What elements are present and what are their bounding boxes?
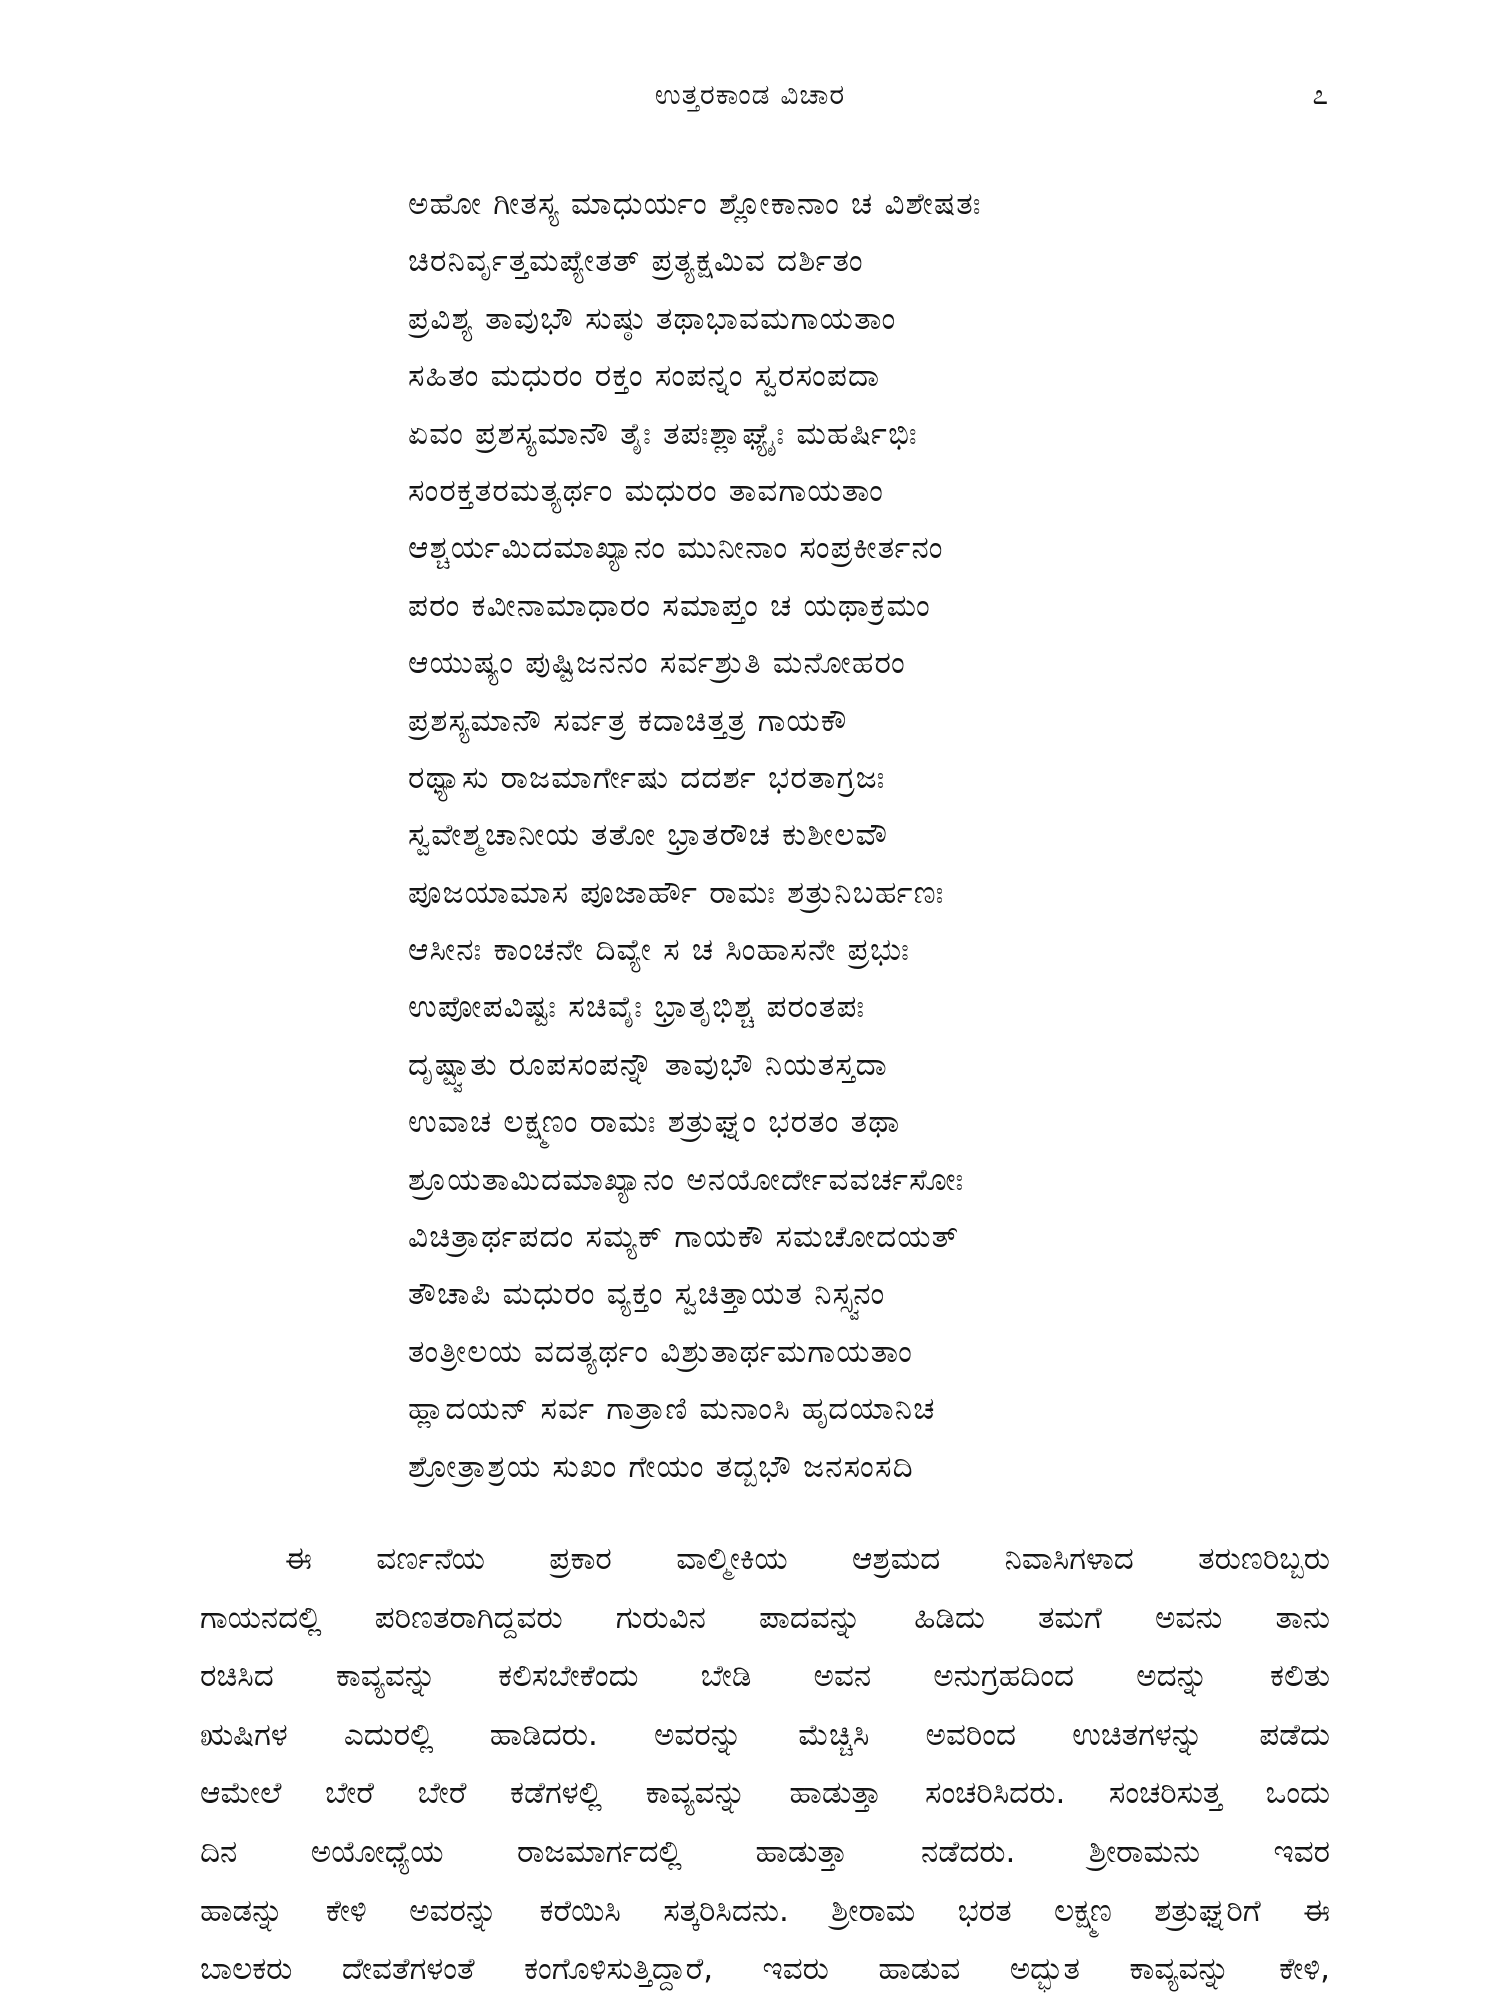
running-title: ಉತ್ತರಕಾಂಡ ವಿಚಾರ (654, 78, 846, 111)
verse-line: ಉವಾಚ ಲಕ್ಷ್ಮಣಂ ರಾಮಃ ಶತ್ರುಘ್ನಂ ಭರತಂ ತಥಾ (408, 1104, 901, 1141)
prose-line: ಹಾಡನ್ನು ಕೇಳಿ ಅವರನ್ನು ಕರೆಯಿಸಿ ಸತ್ಕರಿಸಿದನು. ಶ್ರೀರಾಮ ಭರತ ಲಕ್ಷ್ಮಣ ಶತ್ರುಘ್ನರಿಗೆ ಈ (200, 1892, 1330, 1929)
verse-line: ಆಯುಷ್ಯಂ ಪುಷ್ಟಿಜನನಂ ಸರ್ವಶ್ರುತಿ ಮನೋಹರಂ (408, 645, 906, 682)
verse-line: ಹ್ಲಾದಯನ್ ಸರ್ವ ಗಾತ್ರಾಣಿ ಮನಾಂಸಿ ಹೃದಯಾನಿಚ (408, 1391, 936, 1428)
verse-line: ಚಿರನಿರ್ವೃತ್ತಮಪ್ಯೇತತ್ ಪ್ರತ್ಯಕ್ಷಮಿವ ದರ್ಶಿತಂ (408, 243, 864, 280)
verse-line: ಪ್ರವಿಶ್ಯ ತಾವುಭೌ ಸುಷ್ಠು ತಥಾಭಾವಮಗಾಯತಾಂ (408, 300, 897, 337)
running-header (0, 78, 1500, 118)
verse-line: ರಥ್ಯಾಸು ರಾಜಮಾರ್ಗೇಷು ದದರ್ಶ ಭರತಾಗ್ರಜಃ (408, 759, 886, 796)
verse-line: ಏವಂ ಪ್ರಶಸ್ಯಮಾನೌ ತೈಃ ತಪಃಶ್ಲಾಘ್ಯೈಃ ಮಹರ್ಷಿಭಿಃ (408, 415, 918, 452)
verse-line: ಶ್ರೂಯತಾಮಿದಮಾಖ್ಯಾನಂ ಅನಯೋರ್ದೇವವರ್ಚಸೋಃ (408, 1161, 965, 1198)
verse-line: ಆಶ್ಚರ್ಯಮಿದಮಾಖ್ಯಾನಂ ಮುನೀನಾಂ ಸಂಪ್ರಕೀರ್ತನಂ (408, 530, 944, 567)
sanskrit-verses (408, 176, 1168, 1496)
verse-line: ತಂತ್ರೀಲಯ ವದತ್ಯರ್ಥಂ ವಿಶ್ರುತಾರ್ಥಮಗಾಯತಾಂ (408, 1333, 914, 1370)
verse-line: ವಿಚಿತ್ರಾರ್ಥಪದಂ ಸಮ್ಯಕ್ ಗಾಯಕೌ ಸಮಚೋದಯತ್ (408, 1219, 960, 1256)
prose-line: ರಚಿಸಿದ ಕಾವ್ಯವನ್ನು ಕಲಿಸಬೇಕೆಂದು ಬೇಡಿ ಅವನ ಅನುಗ್ರಹದಿಂದ ಅದನ್ನು ಕಲಿತು (200, 1658, 1330, 1695)
prose-line: ದಿನ ಅಯೋಧ್ಯೆಯ ರಾಜಮಾರ್ಗದಲ್ಲಿ ಹಾಡುತ್ತಾ ನಡೆದರು. ಶ್ರೀರಾಮನು ಇವರ (200, 1833, 1330, 1870)
prose-line: ಋಷಿಗಳ ಎದುರಲ್ಲಿ ಹಾಡಿದರು. ಅವರನ್ನು ಮೆಚ್ಚಿಸಿ ಅವರಿಂದ ಉಚಿತಗಳನ್ನು ಪಡೆದು (200, 1716, 1330, 1753)
verse-line: ದೃಷ್ಟ್ವಾತು ರೂಪಸಂಪನ್ನೌ ತಾವುಭೌ ನಿಯತಸ್ತದಾ (408, 1046, 888, 1083)
prose-line: ಈ ವರ್ಣನೆಯ ಪ್ರಕಾರ ವಾಲ್ಮೀಕಿಯ ಆಶ್ರಮದ ನಿವಾಸಿಗಳಾದ ತರುಣರಿಬ್ಬರು (285, 1541, 1330, 1577)
verse-line: ಶ್ರೋತ್ರಾಶ್ರಯ ಸುಖಂ ಗೇಯಂ ತದ್ಬಭೌ ಜನಸಂಸದಿ (408, 1448, 914, 1485)
verse-line: ಪ್ರಶಸ್ಯಮಾನೌ ಸರ್ವತ್ರ ಕದಾಚಿತ್ತತ್ರ ಗಾಯಕೌ (408, 702, 848, 739)
verse-line: ತೌಚಾಪಿ ಮಧುರಂ ವ್ಯಕ್ತಂ ಸ್ವಚಿತ್ತಾಯತ ನಿಸ್ಸ್ವನಂ (408, 1276, 886, 1313)
verse-line: ಸಂರಕ್ತತರಮತ್ಯರ್ಥಂ ಮಧುರಂ ತಾವಗಾಯತಾಂ (408, 472, 885, 509)
page-number: ೭ (1312, 78, 1328, 111)
verse-line: ಉಪೋಪವಿಷ್ಟಃ ಸಚಿವೈಃ ಭ್ರಾತೃಭಿಶ್ಚ ಪರಂತಪಃ (408, 989, 866, 1026)
verse-line: ಪರಂ ಕವೀನಾಮಾಧಾರಂ ಸಮಾಪ್ತಂ ಚ ಯಥಾಕ್ರಮಂ (408, 587, 931, 624)
verse-line: ಸಹಿತಂ ಮಧುರಂ ರಕ್ತಂ ಸಂಪನ್ನಂ ಸ್ವರಸಂಪದಾ (408, 358, 881, 395)
verse-line: ಅಹೋ ಗೀತಸ್ಯ ಮಾಧುರ್ಯಂ ಶ್ಲೋಕಾನಾಂ ಚ ವಿಶೇಷತಃ (408, 186, 982, 222)
prose-line: ಬಾಲಕರು ದೇವತೆಗಳಂತೆ ಕಂಗೊಳಿಸುತ್ತಿದ್ದಾರೆ, ಇವರು ಹಾಡುವ ಅದ್ಭುತ ಕಾವ್ಯವನ್ನು ಕೇಳಿ, (200, 1951, 1330, 1988)
prose-line: ಆಮೇಲೆ ಬೇರೆ ಬೇರೆ ಕಡೆಗಳಲ್ಲಿ ಕಾವ್ಯವನ್ನು ಹಾಡುತ್ತಾ ಸಂಚರಿಸಿದರು. ಸಂಚರಿಸುತ್ತ ಒಂದು (200, 1775, 1330, 1812)
prose-line: ಗಾಯನದಲ್ಲಿ ಪರಿಣತರಾಗಿದ್ದವರು ಗುರುವಿನ ಪಾದವನ್ನು ಹಿಡಿದು ತಮಗೆ ಅವನು ತಾನು (200, 1599, 1330, 1636)
verse-line: ಸ್ವವೇಶ್ಮಚಾನೀಯ ತತೋ ಭ್ರಾತರೌಚ ಕುಶೀಲವೌ (408, 817, 889, 854)
verse-line: ಆಸೀನಃ ಕಾಂಚನೇ ದಿವ್ಯೇ ಸ ಚ ಸಿಂಹಾಸನೇ ಪ್ರಭುಃ (408, 932, 911, 969)
prose-paragraph (200, 1530, 1330, 1999)
verse-line: ಪೂಜಯಾಮಾಸ ಪೂಜಾರ್ಹೌ ರಾಮಃ ಶತ್ರುನಿಬರ್ಹಣಃ (408, 874, 945, 911)
